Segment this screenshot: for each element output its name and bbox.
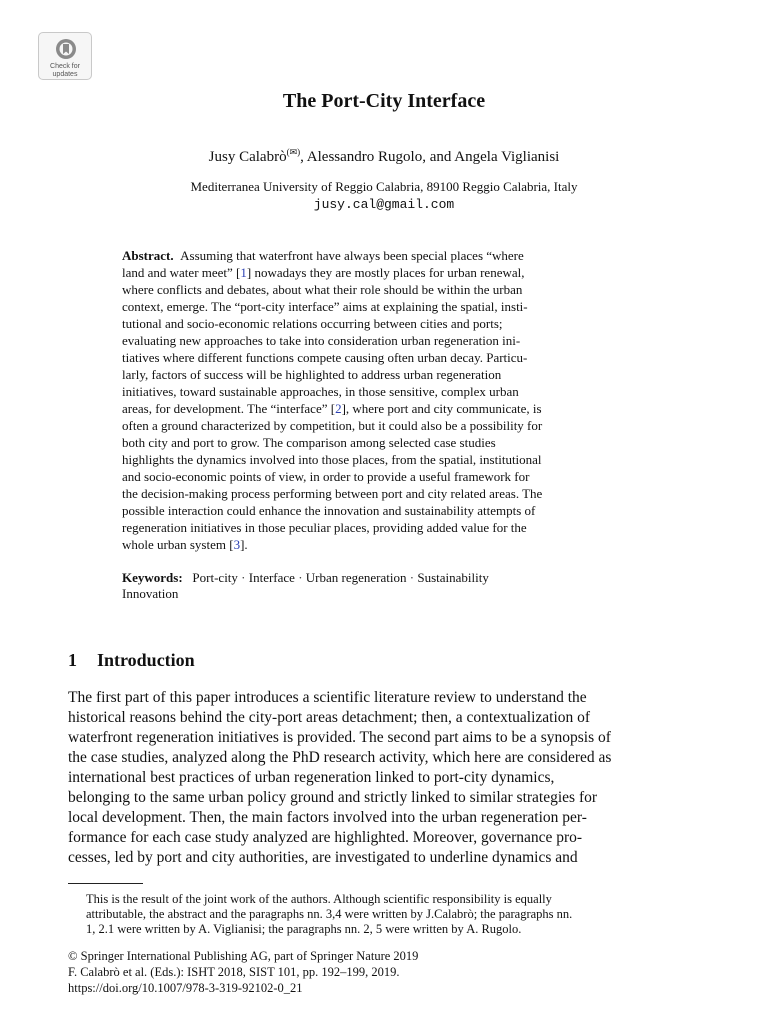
intro-line-1: The first part of this paper introduces a scientific literature review to understand the — [68, 689, 587, 706]
abstract-line-15: the decision-making process performing between port and city related areas. The — [122, 486, 543, 501]
badge-label-line1: Check for — [50, 63, 80, 70]
intro-line-5: international best practices of urban regeneration linked to port-city dynamics, — [68, 769, 555, 786]
badge-label-line2: updates — [52, 71, 78, 78]
keyword: Urban regeneration — [305, 570, 407, 585]
intro-line-6: belonging to the same urban policy ground and strictly linked to similar strategies for — [68, 789, 598, 806]
keyword: Innovation — [122, 586, 179, 601]
email-link[interactable]: jusy.cal@gmail.com — [313, 197, 455, 212]
citation-link[interactable]: 2 — [335, 401, 342, 416]
abstract-line-3: where conflicts and debates, about what their role should be within the urban — [122, 282, 523, 297]
keyword-separator: · — [409, 570, 415, 585]
abstract-text: ], where port and city communicate, is — [341, 401, 542, 416]
abstract-line-11: often a ground characterized by competition, but it could also be a possibility for — [122, 418, 543, 433]
copyright-line: © Springer International Publishing AG, part of Springer Nature 2019 — [68, 949, 419, 963]
bookmark-ribbon-icon — [55, 38, 77, 60]
citation-link[interactable]: 3 — [233, 537, 241, 552]
footnote-line-3: 1, 2.1 were written by A. Viglianisi; the paragraphs nn. 2, 5 were written by A. Rugolo. — [86, 922, 522, 936]
keywords-line-2 — [122, 587, 178, 600]
abstract-text: Assuming that waterfront have always been special places “where — [180, 248, 524, 263]
abstract-text: whole urban system [ — [122, 537, 234, 552]
abstract-line-16: possible interaction could enhance the innovation and sustainability attempts of — [122, 503, 536, 518]
abstract-line-9: initiatives, toward sustainable approaches, in those sensitive, complex urban — [122, 384, 519, 399]
co-authors: , Alessandro Rugolo, and Angela Viglianisi — [300, 149, 560, 165]
abstract-line-5: tutional and socio-economic relations occurring between cities and ports; — [122, 316, 503, 331]
intro-line-7: local development. Then, the main factors involved into the urban regeneration per- — [68, 809, 587, 826]
author-name: Jusy Calabrò — [208, 149, 287, 165]
footnote-line-2: attributable, the abstract and the paragraphs nn. 3,4 were written by J.Calabrò; the paragraphs nn. — [86, 907, 573, 921]
footnote-rule — [68, 883, 143, 884]
keyword-separator: · — [241, 570, 246, 585]
abstract-line-6: evaluating new approaches to take into consideration urban regeneration ini- — [122, 333, 521, 348]
section-heading — [68, 651, 195, 669]
section-title: Introduction — [97, 650, 195, 670]
keywords-label: Keywords: — [122, 570, 183, 585]
keywords-line — [122, 571, 489, 584]
doi-link[interactable]: https://doi.org/10.1007/978-3-319-92102-0_21 — [68, 981, 303, 995]
abstract-line-8: larly, factors of success will be highlighted to address urban regeneration — [122, 367, 502, 382]
intro-line-9: cesses, led by port and city authorities, are investigated to underline dynamics and — [68, 849, 578, 866]
abstract-line-4: context, emerge. The “port-city interface” aims at explaining the spatial, insti- — [122, 299, 528, 314]
intro-line-3: waterfront regeneration initiatives is provided. The second part aims to be a synopsis of — [68, 729, 611, 746]
section-number: 1 — [68, 650, 77, 670]
abstract-label: Abstract. — [122, 248, 174, 263]
abstract-text: ] nowadays they are mostly places for urban renewal, — [246, 265, 525, 280]
citation-line: F. Calabrò et al. (Eds.): ISHT 2018, SIST 101, pp. 192–199, 2019. — [68, 965, 400, 979]
envelope-icon[interactable]: (✉) — [286, 147, 301, 157]
abstract-line-2 — [122, 266, 524, 279]
abstract-text: ]. — [240, 537, 248, 552]
keyword-separator: · — [298, 570, 303, 585]
check-for-updates-badge[interactable] — [38, 32, 92, 80]
abstract-text: land and water meet” [ — [122, 265, 241, 280]
keyword: Port-city — [192, 570, 238, 585]
paper-title: The Port-City Interface — [282, 90, 486, 112]
abstract-line-10 — [122, 402, 542, 415]
intro-line-8: formance for each case study analyzed are highlighted. Moreover, governance pro- — [68, 829, 583, 846]
abstract-line-7: tiatives where different functions compete causing often urban decay. Particu- — [122, 350, 528, 365]
affiliation: Mediterranea University of Reggio Calabria, 89100 Reggio Calabria, Italy — [190, 179, 578, 194]
abstract-text: areas, for development. The “interface” [ — [122, 401, 336, 416]
intro-line-2: historical reasons behind the city-port areas detachment; then, a contextualization of — [68, 709, 591, 726]
keyword: Sustainability — [417, 570, 489, 585]
abstract-line-13: highlights the dynamics involved into those places, from the spatial, institutional — [122, 452, 542, 467]
keyword: Interface — [248, 570, 295, 585]
abstract-line-12: both city and port to grow. The comparison among selected case studies — [122, 435, 496, 450]
abstract-line-18 — [122, 538, 248, 551]
intro-line-4: the case studies, analyzed along the PhD research activity, which here are considered as — [68, 749, 612, 766]
author-line — [0, 148, 768, 165]
citation-link[interactable]: 1 — [240, 265, 247, 280]
abstract-line-1 — [122, 249, 524, 262]
footnote-line-1: This is the result of the joint work of the authors. Although scientific responsibility is equally — [86, 892, 552, 906]
abstract-line-14: and socio-economic points of view, in order to provide a useful framework for — [122, 469, 530, 484]
abstract-line-17: regeneration initiatives in those peculiar places, providing added value for the — [122, 520, 527, 535]
